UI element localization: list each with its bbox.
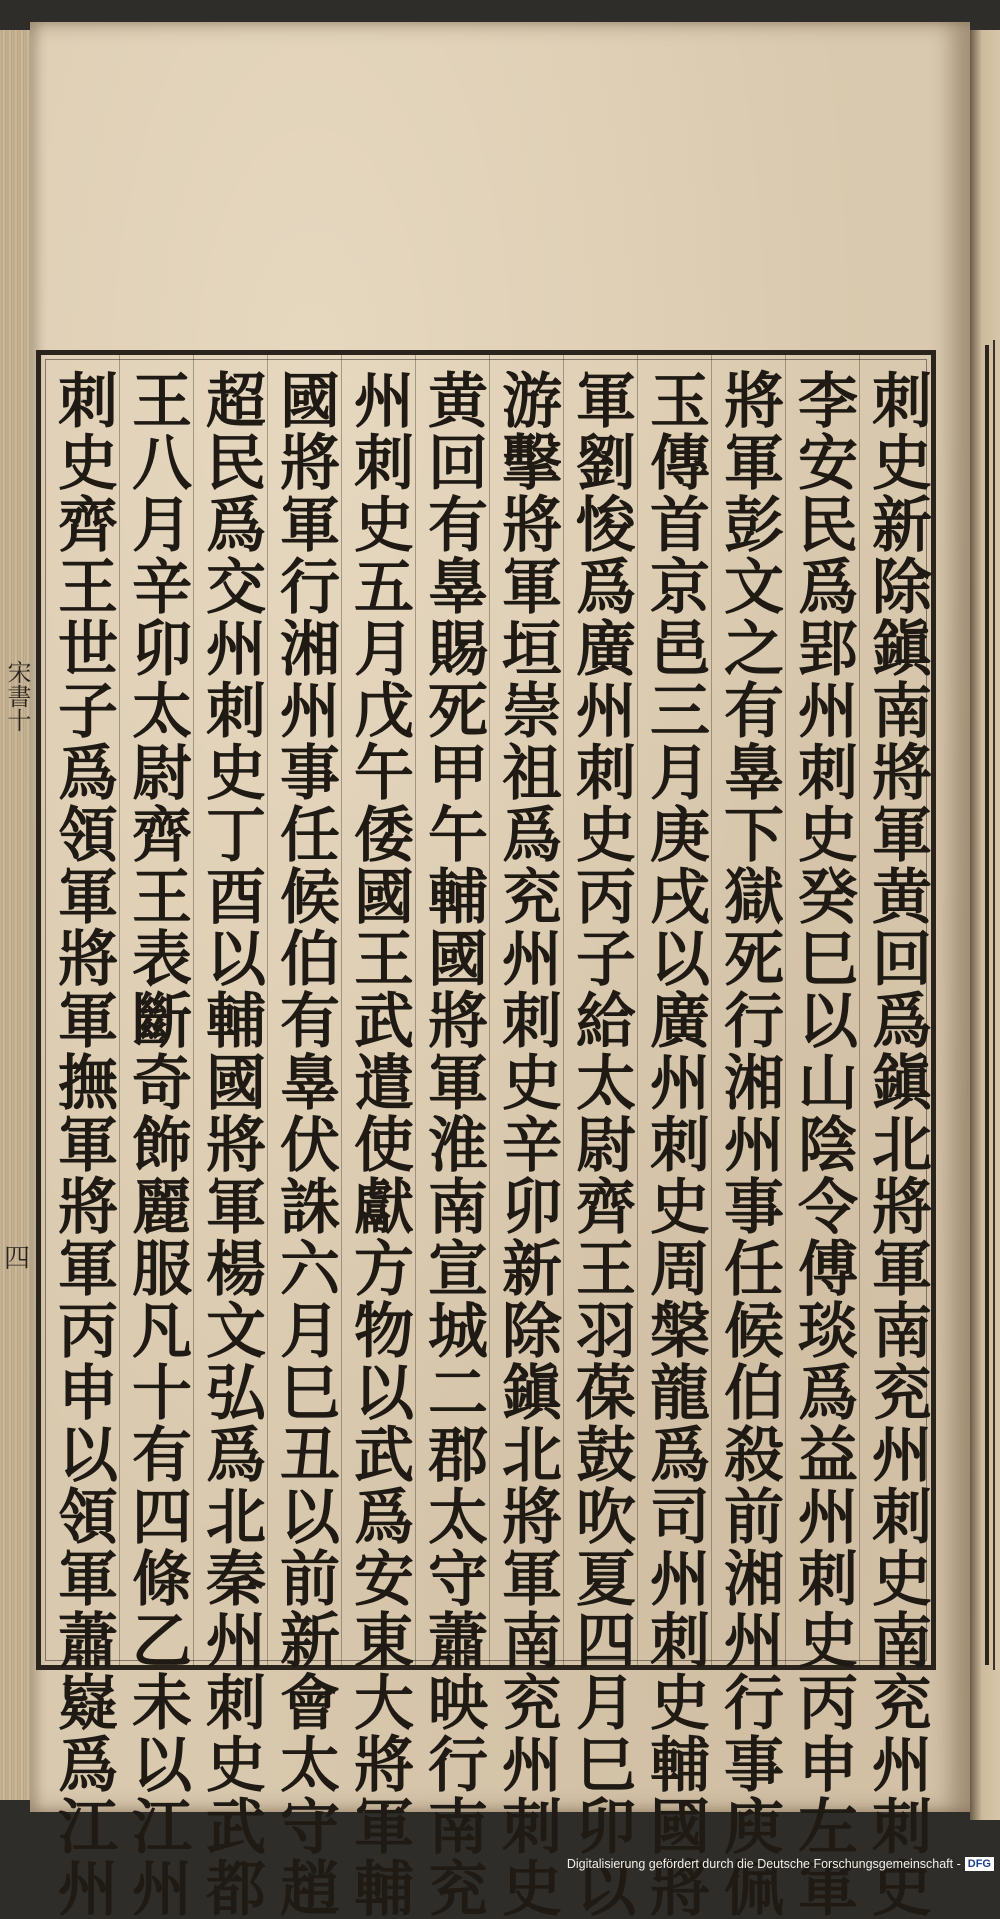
text-column-2: 李安民爲郢州刺史癸巳以山陰令傅琰爲益州刺史丙申左軍: [788, 369, 858, 1919]
dfg-logo: DFG: [965, 1857, 994, 1871]
credit-text: Digitalisierung gefördert durch die Deutsche Forschungsgemeinschaft -: [566, 1857, 961, 1871]
fore-edge-folio-number: 四: [4, 1244, 31, 1274]
facing-page-border-inner: [993, 340, 995, 1670]
fore-edge-title: 宋書十: [3, 660, 31, 732]
text-column-7: 黄回有辠賜死甲午輔國將軍淮南宣城二郡太守蕭映行南兖: [418, 369, 488, 1919]
text-column-10: 超民爲交州刺史丁酉以輔國將軍楊文弘爲北秦州刺史武都: [196, 369, 266, 1919]
facing-page-border: [985, 345, 989, 1665]
text-column-8: 州刺史五月戊午倭國王武遣使獻方物以武爲安東大將軍輔: [344, 369, 414, 1919]
text-column-4: 玉傳首京邑三月庚戌以廣州刺史周槃龍爲司州刺史輔國將: [640, 369, 710, 1919]
text-column-6: 游擊將軍垣崇祖爲兖州刺史辛卯新除鎭北將軍南兖州刺史: [492, 369, 562, 1919]
text-column-3: 將軍彭文之有辠下獄死行湘州事任候伯殺前湘州行事庾佩: [714, 369, 784, 1919]
digitization-credit: [567, 1854, 994, 1874]
text-column-5: 軍劉悛爲廣州刺史丙子給太尉齊王羽葆鼓吹夏四月巳卯以: [566, 369, 636, 1919]
text-column-9: 國將軍行湘州事任候伯有辠伏誅六月巳丑以前新會太守趙: [270, 369, 340, 1919]
text-column-1: 刺史新除鎭南將軍黄回爲鎭北將軍南兖州刺史南兖州刺史: [862, 369, 932, 1919]
text-column-11: 王八月辛卯太尉齊王表斷奇飾麗服凡十有四條乙未以江州: [122, 369, 192, 1919]
text-column-12: 刺史齊王世子爲領軍將軍撫軍將軍丙申以領軍蕭嶷爲江州: [48, 369, 118, 1919]
